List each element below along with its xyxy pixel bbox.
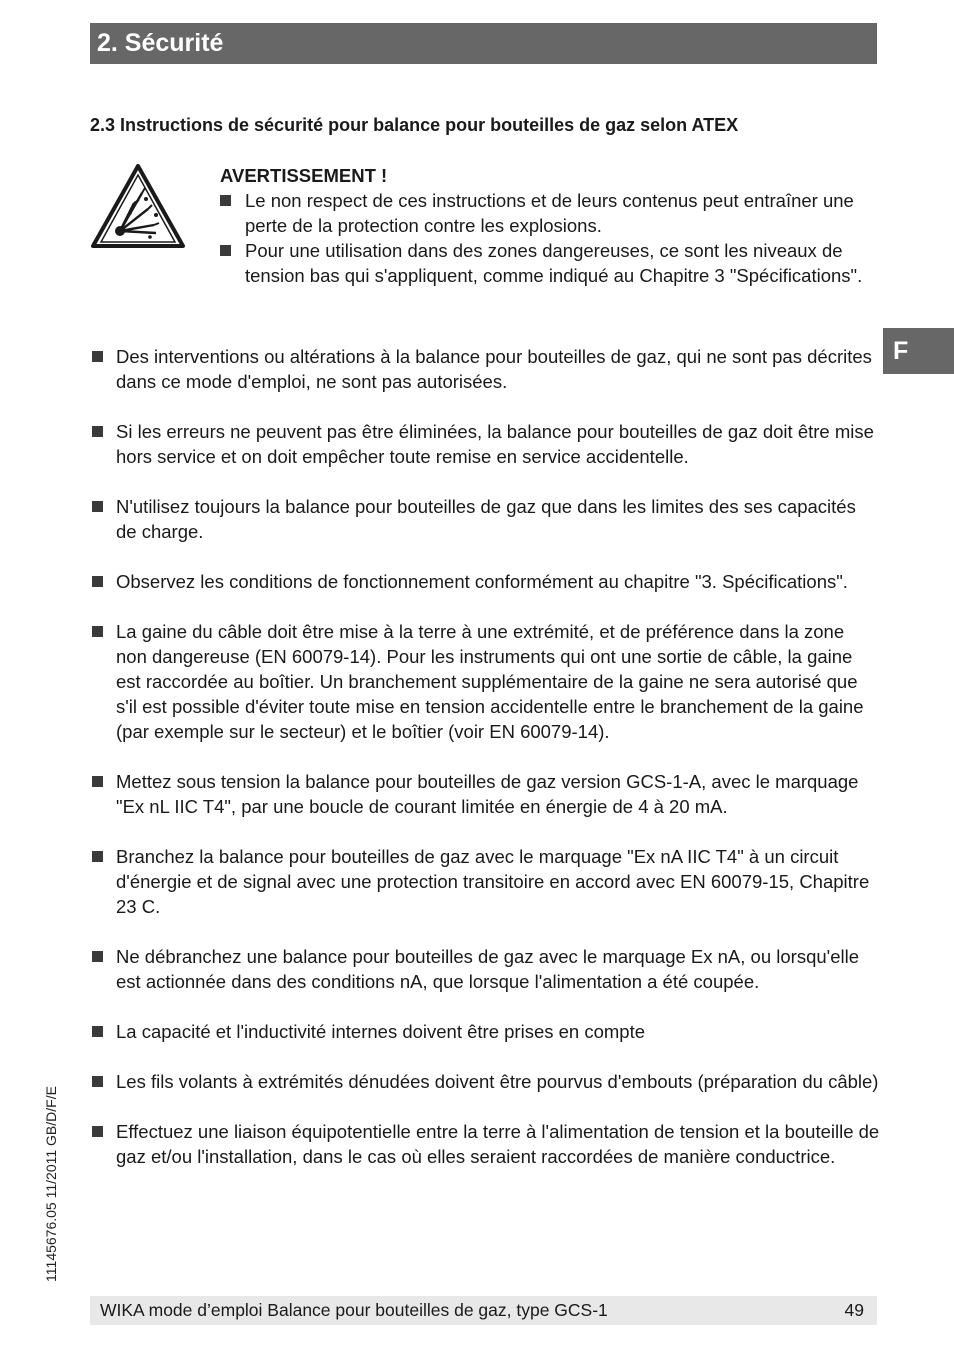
warning-item: [220, 238, 880, 288]
list-item: [90, 569, 880, 594]
list-item-text: Ne débranchez une balance pour bouteilles de gaz avec le marquage Ex nA, ou lorsqu'elle est actionnée dans des conditions nA, que lorsque l'alimentation a été coupée.: [116, 946, 859, 992]
language-tab: [883, 328, 954, 374]
list-item-text: Mettez sous tension la balance pour bouteilles de gaz version GCS-1-A, avec le marquage "Ex nL IIC T4", par une boucle de courant limitée en énergie de 4 à 20 mA.: [116, 771, 859, 817]
list-item: [90, 1069, 880, 1094]
list-item-text: Les fils volants à extrémités dénudées doivent être pourvus d'embouts (préparation du câble): [116, 1071, 879, 1092]
warning-item-text: Le non respect de ces instructions et de leurs contenus peut entraîner une perte de la protection contre les explosions.: [245, 190, 854, 236]
list-item: [90, 419, 880, 469]
page-footer: [90, 1296, 877, 1325]
list-item-text: La gaine du câble doit être mise à la terre à une extrémité, et de préférence dans la zone non dangereuse (EN 60079-14). Pour les instruments qui ont une sortie de câble, la gaine est raccordée au boîtier. Un branchement supplémentaire de la gaine ne sera autorisé que s'il est possible d'éviter toute mise en tension accidentelle entre le branchement de la gaine (par exemple sur le secteur) et le boîtier (voir EN 60079-14).: [116, 621, 864, 742]
list-item-text: Branchez la balance pour bouteilles de gaz avec le marquage "Ex nA IIC T4" à un circuit d'énergie et de signal avec une protection transitoire en accord avec EN 60079-15, Chapitre 23 C.: [116, 846, 870, 917]
list-item-text: La capacité et l'inductivité internes doivent être prises en compte: [116, 1021, 646, 1042]
list-item: [90, 344, 880, 394]
list-item-text: Effectuez une liaison équipotentielle entre la terre à l'alimentation de tension et la bouteille de gaz et/ou l'installation, dans le cas où elles seraient raccordées de manière conductrice.: [116, 1121, 880, 1167]
bullet-square-icon: [220, 195, 231, 206]
bullet-square-icon: [92, 501, 103, 512]
list-item: [90, 494, 880, 544]
bullet-square-icon: [92, 951, 103, 962]
list-item-text: Des interventions ou altérations à la balance pour bouteilles de gaz, qui ne sont pas décrites dans ce mode d'emploi, ne sont pas autorisées.: [116, 346, 872, 392]
warning-item: [220, 188, 880, 238]
bullet-square-icon: [92, 776, 103, 787]
page-number: 49: [844, 1300, 864, 1320]
list-item: [90, 1019, 880, 1044]
list-item-text: N'utilisez toujours la balance pour bouteilles de gaz que dans les limites des ses capacités de charge.: [116, 496, 856, 542]
chapter-title: 2. Sécurité: [97, 29, 224, 57]
list-item: [90, 619, 880, 744]
safety-instructions-list: [90, 344, 880, 1194]
warning-item-text: Pour une utilisation dans des zones dangereuses, ce sont les niveaux de tension bas qui s'appliquent, comme indiqué au Chapitre 3 "Spécifications".: [245, 240, 863, 286]
warning-title: AVERTISSEMENT !: [220, 165, 388, 186]
language-tab-label: F: [893, 337, 909, 365]
bullet-square-icon: [92, 351, 103, 362]
bullet-square-icon: [92, 576, 103, 587]
bullet-square-icon: [220, 245, 231, 256]
bullet-square-icon: [92, 426, 103, 437]
list-item: [90, 769, 880, 819]
list-item-text: Si les erreurs ne peuvent pas être éliminées, la balance pour bouteilles de gaz doit être mise hors service et on doit empêcher toute remise en service accidentelle.: [116, 421, 874, 467]
list-item: [90, 1119, 880, 1169]
list-item: [90, 944, 880, 994]
footer-title: WIKA mode d’emploi Balance pour bouteilles de gaz, type GCS-1: [100, 1300, 608, 1320]
warning-block: [220, 163, 880, 288]
bullet-square-icon: [92, 851, 103, 862]
list-item-text: Observez les conditions de fonctionnement conformément au chapitre "3. Spécifications".: [116, 571, 848, 592]
section-heading: 2.3 Instructions de sécurité pour balance pour bouteilles de gaz selon ATEX: [90, 115, 739, 135]
explosion-warning-icon: [90, 163, 186, 249]
bullet-square-icon: [92, 1076, 103, 1087]
document-code: 11145676.05 11/2011 GB/D/F/E: [43, 1086, 59, 1282]
warning-list: [220, 188, 880, 288]
bullet-square-icon: [92, 1026, 103, 1037]
bullet-square-icon: [92, 626, 103, 637]
chapter-header: [90, 23, 877, 64]
list-item: [90, 844, 880, 919]
bullet-square-icon: [92, 1126, 103, 1137]
